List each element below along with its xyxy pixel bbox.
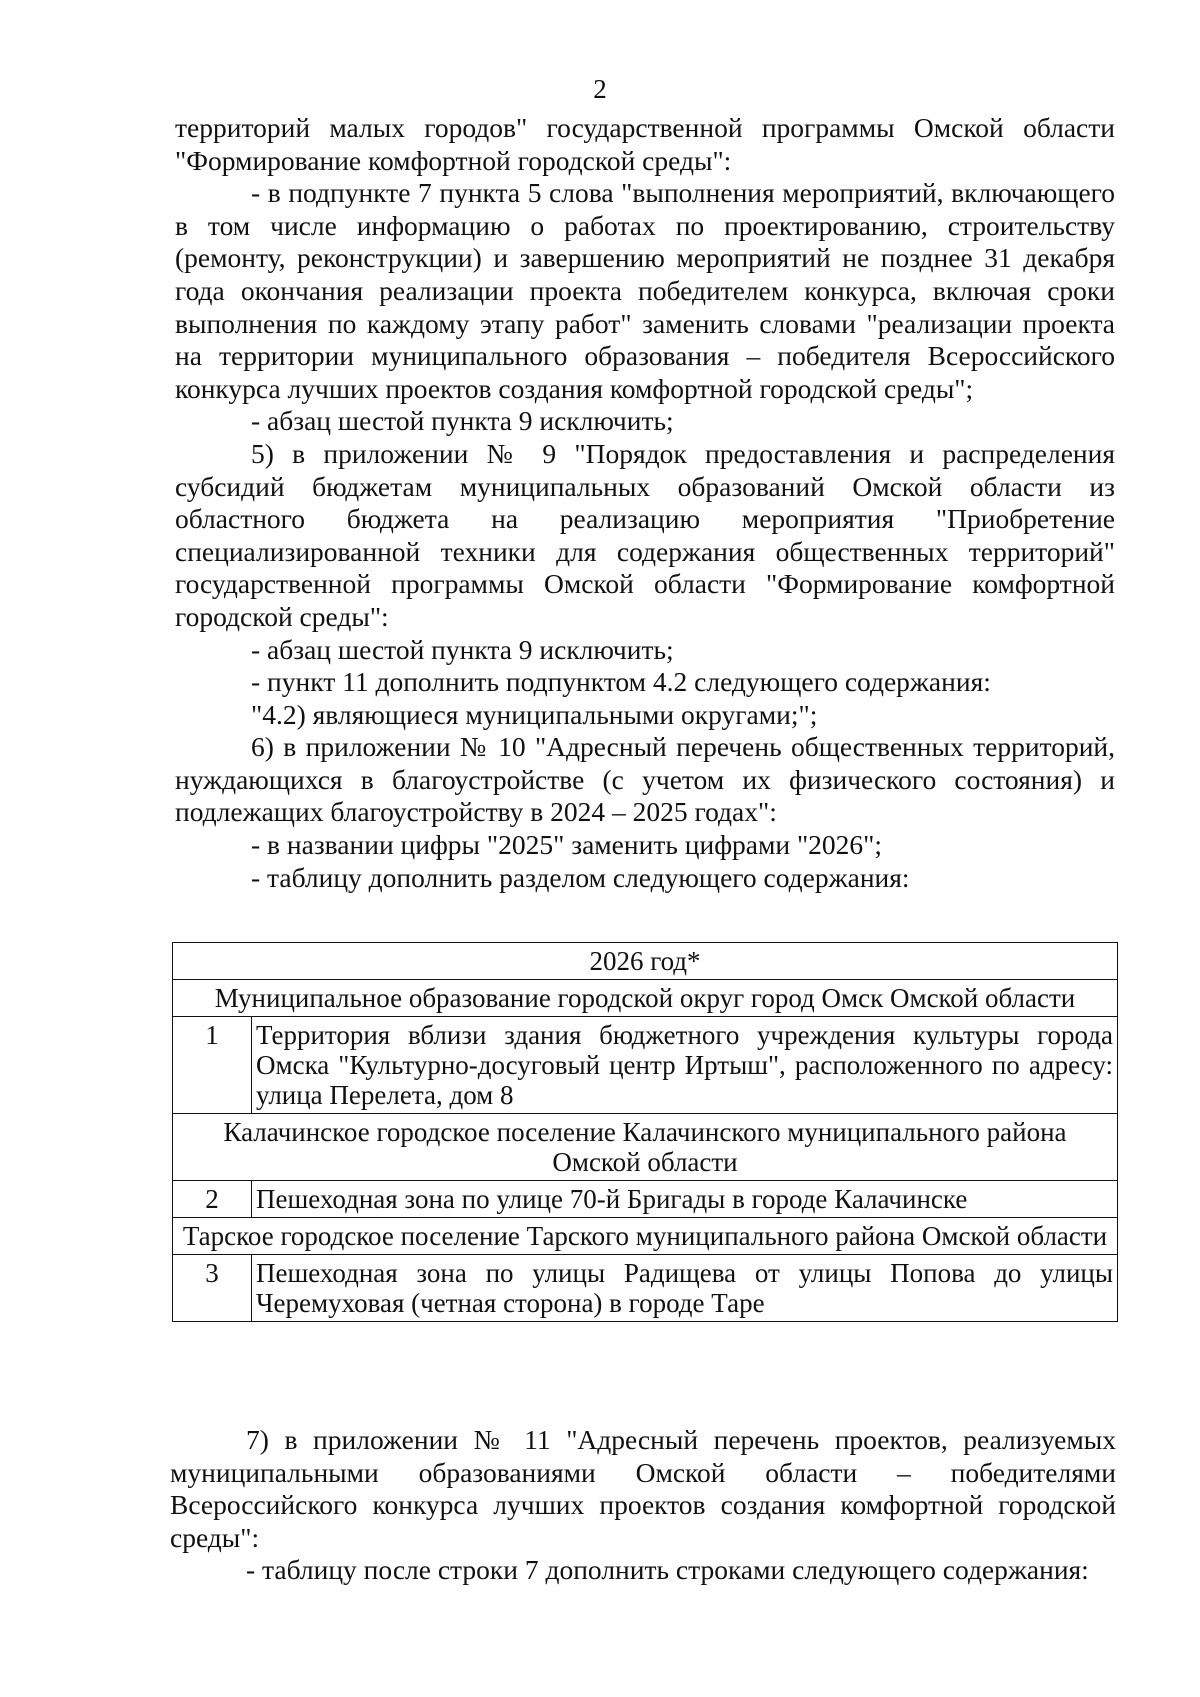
paragraph: - таблицу дополнить разделом следующего содержания:	[251, 861, 910, 893]
row-number: 2	[173, 1181, 252, 1218]
row-description: Пешеходная зона по улицы Радищева от улицы Попова до улицы Черемуховая (четная сторона) в городе Таре	[252, 1255, 1118, 1322]
body-text-bottom	[170, 1424, 1116, 1587]
table-section-row	[173, 1114, 1118, 1181]
table-row	[173, 1181, 1118, 1218]
paragraph: - абзац шестой пункта 9 исключить;	[251, 633, 674, 665]
paragraph: - таблицу после строки 7 дополнить строками следующего содержания:	[246, 1554, 1089, 1586]
section-title: Тарское городское поселение Тарского муниципального района Омской области	[173, 1218, 1118, 1255]
paragraph: 6) в приложении № 10 "Адресный перечень общественных территорий, нуждающихся в благоустройстве (с учетом их физического состояния) и подлежащих благоустройству в 2024 – 2025 годах":	[175, 731, 1115, 828]
table-section-row	[173, 1218, 1118, 1255]
row-number: 1	[173, 1017, 252, 1114]
paragraph: - пункт 11 дополнить подпунктом 4.2 следующего содержания:	[251, 666, 991, 698]
row-description: Территория вблизи здания бюджетного учреждения культуры города Омска "Культурно-досуговый центр Иртыш", расположенного по адресу: улица Перелета, дом 8	[252, 1017, 1118, 1114]
paragraph: - абзац шестой пункта 9 исключить;	[251, 405, 674, 437]
section-title: Муниципальное образование городской округ город Омск Омской области	[173, 980, 1118, 1017]
paragraph: 5) в приложении № 9 "Порядок предоставления и распределения субсидий бюджетам муниципальных образований Омской области из областного бюджета на реализацию мероприятия "Приобретение специализированной техники для содержания общественных территорий" государственной программы Омской области "Формирование комфортной городской среды":	[175, 437, 1115, 632]
paragraph: - в названии цифры "2025" заменить цифрами "2026";	[251, 829, 883, 861]
row-number: 3	[173, 1255, 252, 1322]
page-number: 2	[593, 74, 607, 104]
paragraph: территорий малых городов" государственной программы Омской области "Формирование комфортной городской среды":	[175, 112, 1115, 176]
section-title: Калачинское городское поселение Калачинского муниципального района Омской области	[173, 1114, 1118, 1181]
body-text-top	[175, 112, 1115, 894]
table-year-row	[173, 943, 1118, 980]
amendment-table	[172, 942, 1118, 1322]
table-row	[173, 1017, 1118, 1114]
row-description: Пешеходная зона по улице 70-й Бригады в городе Калачинске	[252, 1181, 1118, 1218]
table-row	[173, 1255, 1118, 1322]
paragraph: - в подпункте 7 пункта 5 слова "выполнения мероприятий, включающего в том числе информацию о работах по проектированию, строительству (ремонту, реконструкции) и завершению мероприятий не позднее 31 декабря года окончания реализации проекта победителем конкурса, включая сроки выполнения по каждому этапу работ" заменить словами "реализации проекта на территории муниципального образования – победителя Всероссийского конкурса лучших проектов создания комфортной городской среды";	[175, 177, 1115, 404]
table-section-row	[173, 980, 1118, 1017]
paragraph: "4.2) являющиеся муниципальными округами;";	[251, 698, 818, 730]
paragraph: 7) в приложении № 11 "Адресный перечень проектов, реализуемых муниципальными образованиями Омской области – победителями Всероссийского конкурса лучших проектов создания комфортной городской среды":	[170, 1424, 1116, 1553]
table-year-header: 2026 год*	[173, 943, 1118, 980]
